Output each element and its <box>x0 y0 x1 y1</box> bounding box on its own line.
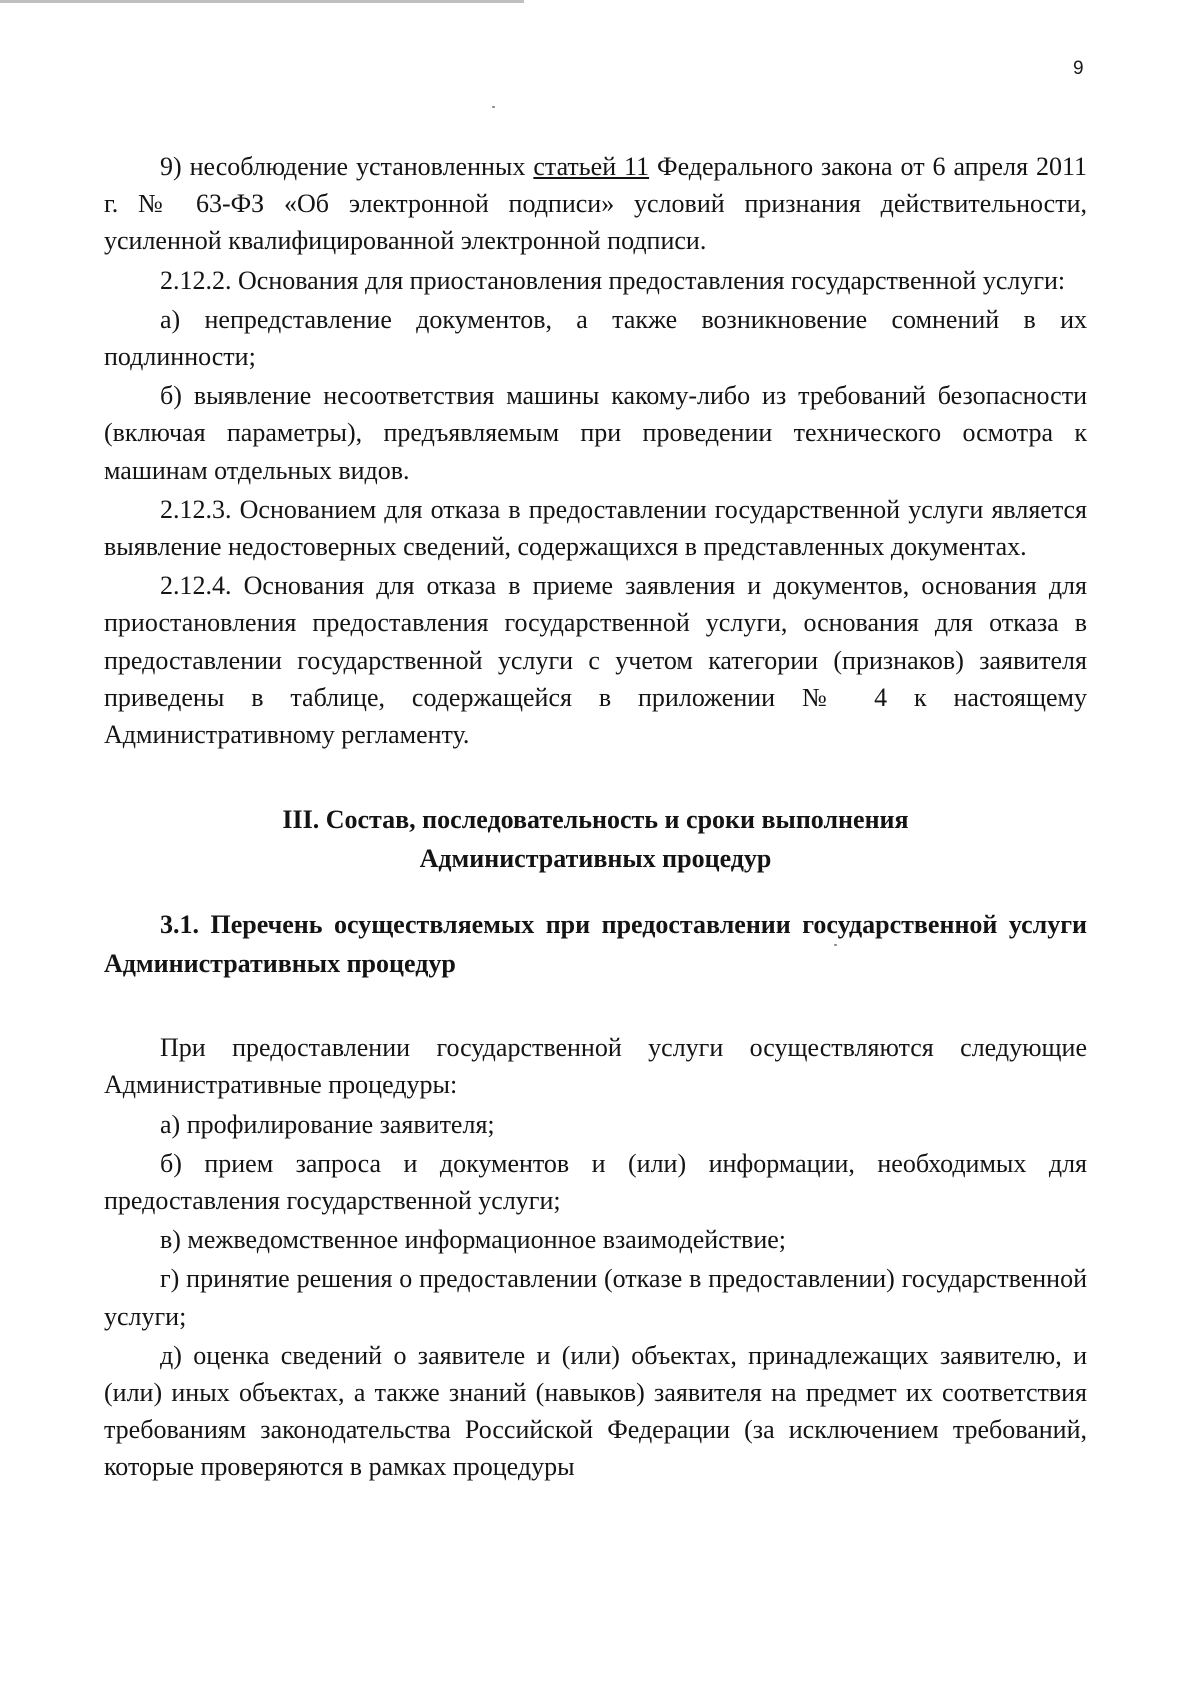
document-body <box>104 148 1087 1486</box>
section-3-title-line-1: III. Состав, последовательность и сроки выполнения <box>282 805 909 835</box>
paragraph-suspension-a: а) непредставление документов, а также возникновение сомнений в их подлинности; <box>104 304 1087 372</box>
procedure-item: д) оценка сведений о заявителе и (или) объектах, принадлежащих заявителю, и (или) иных объектах, а также знаний (навыков) заявителя на предмет их соответствия требованиям законодательства Российской Федерации (за исключением требований, которые проверяются в рамках процедуры <box>104 1340 1087 1482</box>
procedure-item: а) профилирование заявителя; <box>160 1109 495 1139</box>
procedure-item: г) принятие решения о предоставлении (отказе в предоставлении) государственной услуги; <box>104 1264 1087 1331</box>
procedure-item: б) прием запроса и документов и (или) информации, необходимых для предоставления государственной услуги; <box>104 1148 1087 1216</box>
article-11-link[interactable]: статьей 11 <box>533 152 650 181</box>
scan-speck <box>492 106 495 108</box>
paragraph-2-12-4: 2.12.4. Основания для отказа в приеме заявления и документов, основания для приостановления предоставления государственной услуги, основания для отказа в предоставлении государственной услуги с учетом категории (признаков) заявителя приведены в таблице, содержащейся в приложении № 4 к настоящему Административному регламенту. <box>104 571 1087 750</box>
paragraph-item-9 <box>104 148 1087 260</box>
item-9-text-start: 9) несоблюдение установленных <box>160 152 534 181</box>
scan-edge-line <box>0 0 524 3</box>
section-3-heading <box>104 801 1087 878</box>
page-number: 9 <box>1073 58 1084 79</box>
procedures-intro: При предоставлении государственной услуги осуществляются следующие Административные процедуры: <box>104 1033 1087 1100</box>
section-3-title-line-2: Административных процедур <box>419 843 772 873</box>
procedure-item: в) межведомственное информационное взаимодействие; <box>160 1225 787 1255</box>
paragraph-2-12-3: 2.12.3. Основанием для отказа в предоставлении государственной услуги является выявление недостоверных сведений, содержащихся в представленных документах. <box>104 494 1087 562</box>
paragraph-2-12-2: 2.12.2. Основания для приостановления предоставления государственной услуги: <box>160 265 1066 295</box>
paragraph-suspension-b: б) выявление несоответствия машины какому-либо из требований безопасности (включая параметры), предъявляемым при проведении технического осмотра к машинам отдельных видов. <box>104 381 1087 485</box>
subsection-3-1-heading: 3.1. Перечень осуществляемых при предоставлении государственной услуги Административных процедур <box>104 910 1087 978</box>
item-9-text-end: Федерального закона от 6 апреля 2011 г. № 63-ФЗ «Об электронной подписи» условий признания действительности, усиленной квалифицированной электронной подписи. <box>104 152 1088 256</box>
